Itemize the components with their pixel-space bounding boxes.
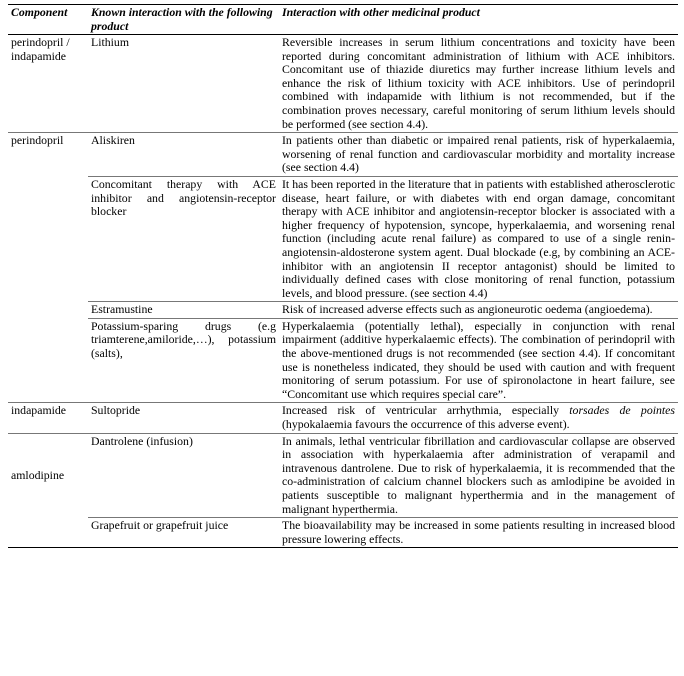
known-interaction-cell: Concomitant therapy with ACE inhibitor and angiotensin-receptor blocker [88, 176, 279, 301]
component-cell: perindopril [8, 133, 88, 177]
component-cell [8, 518, 88, 548]
table-row [8, 518, 678, 548]
table-row [8, 302, 678, 319]
header-component: Component [11, 5, 68, 19]
table-row [8, 35, 678, 133]
known-interaction-cell: Aliskiren [88, 133, 279, 177]
component-cell [8, 176, 88, 301]
interaction-cell: Hyperkalaemia (potentially lethal), especially in conjunction with renal impairment (additive hyperkalaemic effects). The combination of perindopril with the above-mentioned drugs is not recommended (see section 4.4). If concomitant use is nonetheless indicated, they should be used with caution and with frequent monitoring of serum potassium. For use of spironolactone in heart failure, see “Concomitant use which requires special care”. [279, 318, 678, 403]
table-row [8, 176, 678, 301]
known-interaction-cell: Grapefruit or grapefruit juice [88, 518, 279, 548]
header-known-interaction: Known interaction with the following product [91, 5, 273, 33]
known-interaction-cell: Lithium [91, 35, 130, 49]
table-row [8, 133, 678, 177]
italic-term: torsades de pointes [569, 403, 676, 418]
header-interaction: Interaction with other medicinal product [282, 5, 480, 19]
table-row [8, 318, 678, 403]
interaction-cell: In animals, lethal ventricular fibrillation and cardiovascular collapse are observed in association with hyperkalaemia after administration of verapamil and intravenous dantrolene. Due to risk of hyperkalaemia, it is recommended that the co-administration of calcium channel blockers such as amlodipine be avoided in patients susceptible to malignant hyperthermia and in the management of malignant hyperthermia. [279, 433, 678, 518]
interaction-cell: It has been reported in the literature that in patients with established atherosclerotic disease, heart failure, or with diabetes with end organ damage, concomitant therapy with ACE inhibitor and angiotensin-receptor blocker is associated with a higher frequency of hypotension, syncope, hyperkalaemia, and worsening renal function (including acute renal failure) as compared to use of a single renin-angiotensin-aldosterone system agent. Dual blockade (e.g, by combining an ACE-inhibitor with an angiotensin II receptor antagonist) should be limited to individually defined cases with close monitoring of renal function, potassium levels, and blood pressure. (see section 4.4) [279, 176, 678, 301]
interaction-table [8, 4, 678, 548]
table-row [8, 403, 678, 433]
known-interaction-cell: Estramustine [88, 302, 279, 319]
known-interaction-cell: Potassium-sparing drugs (e.g triamterene,amiloride,…), potassium (salts), [88, 318, 279, 403]
interaction-cell: Reversible increases in serum lithium concentrations and toxicity have been reported during concomitant administration of lithium with ACE inhibitors. Concomitant use of thiazide diuretics may further increase lithium levels and enhance the risk of lithium toxicity with ACE inhibitors. Use of perindopril combined with indapamide with lithium is not recommended, but if the combination proves necessary, careful monitoring of serum lithium levels should be performed (see section 4.4). [282, 35, 675, 131]
component-cell: indapamide [8, 403, 88, 433]
interaction-cell: The bioavailability may be increased in some patients resulting in increased blood pressure lowering effects. [279, 518, 678, 548]
interaction-cell: Risk of increased adverse effects such as angioneurotic oedema (angioedema). [279, 302, 678, 319]
table-header-row [8, 5, 678, 35]
interaction-cell: Increased risk of ventricular arrhythmia, especially torsades de pointes (hypokalaemia favours the occurrence of this adverse event). [279, 403, 678, 433]
component-cell [8, 302, 88, 319]
table-row [8, 433, 678, 518]
component-cell: amlodipine [8, 433, 88, 518]
known-interaction-cell: Dantrolene (infusion) [88, 433, 279, 518]
component-cell [8, 318, 88, 403]
known-interaction-cell: Sultopride [88, 403, 279, 433]
component-cell: perindopril / indapamide [11, 35, 70, 63]
interaction-cell: In patients other than diabetic or impaired renal patients, risk of hyperkalaemia, worsening of renal function and cardiovascular morbidity and mortality increase (see section 4.4) [279, 133, 678, 177]
